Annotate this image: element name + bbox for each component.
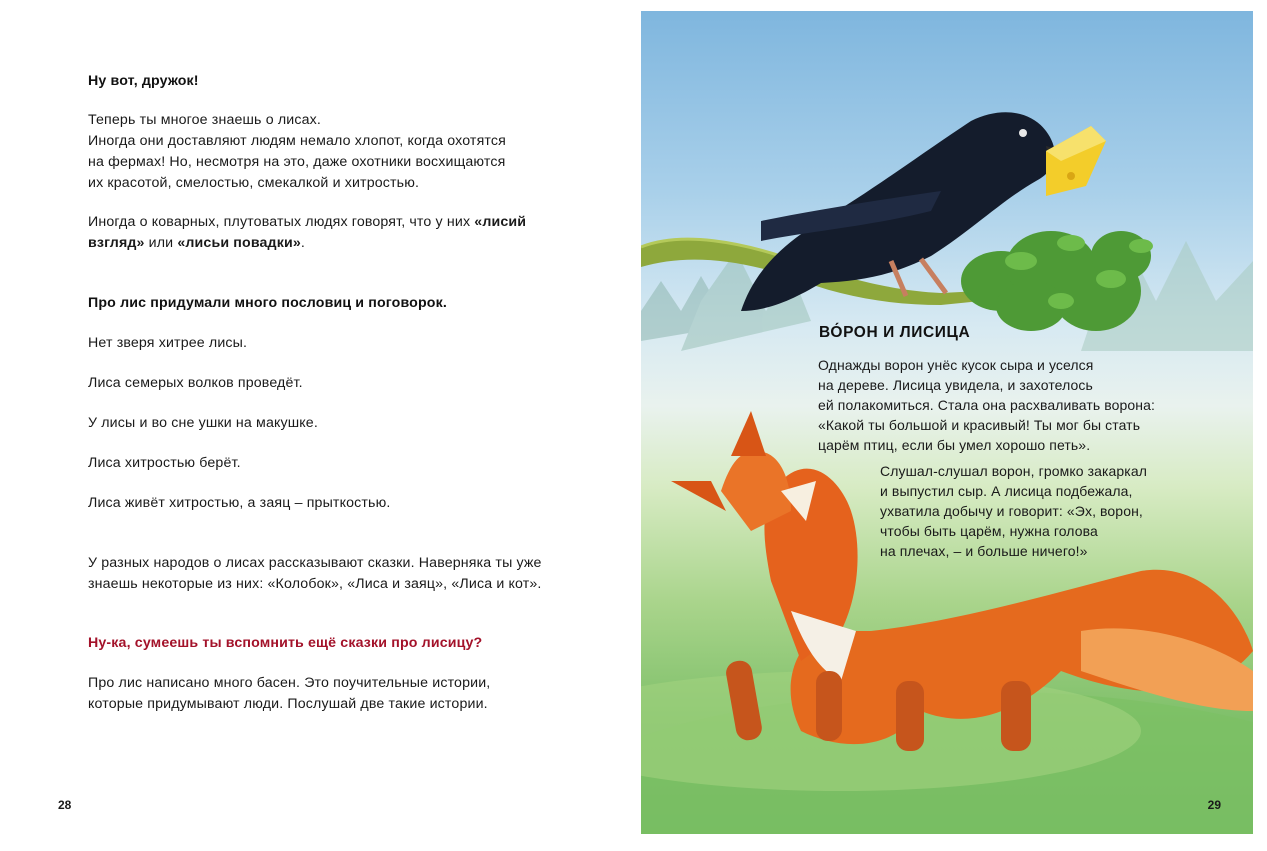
- text-line: У разных народов о лисах рассказывают сказки. Наверняка ты уже: [88, 555, 542, 571]
- bold-phrase: «лисьи повадки»: [177, 235, 301, 251]
- text-line: Слушал-слушал ворон, громко закаркал: [880, 463, 1147, 479]
- text-line: Про лис написано много басен. Это поучительные истории,: [88, 675, 491, 691]
- proverb: Лиса семерых волков проведёт.: [88, 375, 303, 391]
- text-line: царём птиц, если бы умел хорошо петь».: [818, 437, 1091, 453]
- text-line: Иногда они доставляют людям немало хлопот, когда охотятся: [88, 133, 506, 149]
- proverb: Нет зверя хитрее лисы.: [88, 335, 248, 351]
- text-line: Иногда о коварных, плутоватых людях говорят, что у них: [88, 214, 475, 230]
- page-heading: Ну вот, дружок!: [88, 73, 199, 89]
- text-line: на дереве. Лисица увидела, и захотелось: [818, 377, 1093, 393]
- right-page-illustration: [641, 11, 1253, 834]
- text-line: их красотой, смелостью, смекалкой и хитростью.: [88, 175, 420, 191]
- question-prompt: Ну-ка, сумеешь ты вспомнить ещё сказки про лисицу?: [88, 635, 483, 651]
- bold-phrase: взгляд»: [88, 235, 145, 251]
- bold-phrase: «лисий: [474, 214, 527, 230]
- left-page: [0, 0, 620, 851]
- proverb: Лиса хитростью берёт.: [88, 455, 241, 471]
- tales-paragraph: [88, 553, 542, 595]
- page-number-right: 29: [1207, 798, 1221, 812]
- text-line: на фермах! Но, несмотря на это, даже охотники восхищаются: [88, 154, 506, 170]
- proverb: У лисы и во сне ушки на макушке.: [88, 415, 318, 431]
- story-paragraph-2: [880, 461, 1210, 561]
- text-line: ей полакомиться. Стала она расхваливать ворона:: [818, 397, 1156, 413]
- fables-paragraph: [88, 673, 490, 715]
- proverb: Лиса живёт хитростью, а заяц – прыткостью.: [88, 495, 391, 511]
- text-fragment: или: [144, 235, 178, 251]
- text-line: ухватила добычу и говорит: «Эх, ворон,: [880, 503, 1143, 519]
- text-line: Теперь ты многое знаешь о лисах.: [88, 112, 321, 128]
- text-line: «Какой ты большой и красивый! Ты мог бы стать: [818, 417, 1141, 433]
- proverbs-heading: Про лис придумали много пословиц и поговорок.: [88, 295, 447, 311]
- text-line: знаешь некоторые из них: «Колобок», «Лиса и заяц», «Лиса и кот».: [88, 576, 542, 592]
- intro-paragraph: [88, 110, 506, 194]
- text-line: которые придумывают люди. Послушай две такие истории.: [88, 696, 488, 712]
- text-fragment: .: [300, 235, 305, 251]
- sly-paragraph: [88, 212, 526, 254]
- text-line: и выпустил сыр. А лисица подбежала,: [880, 483, 1133, 499]
- text-line: на плечах, – и больше ничего!»: [880, 543, 1088, 559]
- page-number-left: 28: [58, 798, 72, 812]
- text-line: чтобы быть царём, нужна голова: [880, 523, 1098, 539]
- cheese: [1046, 126, 1106, 196]
- story-title: ВО́РОН И ЛИСИЦА: [819, 324, 971, 341]
- text-line: Однажды ворон унёс кусок сыра и уселся: [818, 357, 1094, 373]
- story-paragraph-1: [818, 355, 1218, 455]
